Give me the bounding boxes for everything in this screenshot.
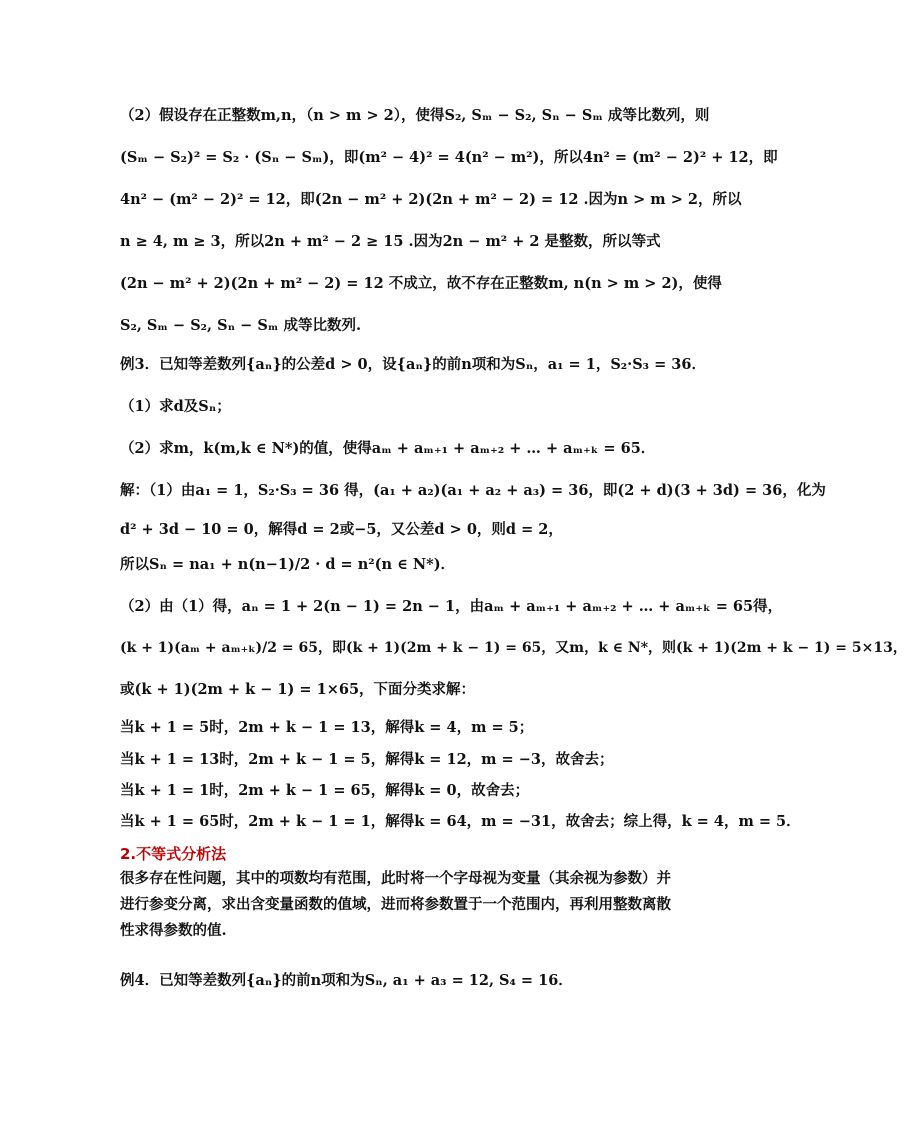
section-heading: 2.不等式分析法 [120,845,227,863]
solution-line-3: 所以Sₙ = na₁ + n(n−1)/2 · d = n²(n ∈ N*)． [120,556,456,573]
case-1: 当k + 1 = 5时，2m + k − 1 = 13，解得k = 4，m = 5； [120,719,534,736]
part2-line-6: S₂, Sₘ − S₂, Sₙ − Sₘ 成等比数列. [120,317,361,334]
case-2: 当k + 1 = 13时，2m + k − 1 = 5，解得k = 12，m = −3，故舍去； [120,751,614,768]
case-4: 当k + 1 = 65时，2m + k − 1 = 1，解得k = 64，m = −31，故舍去；综上得，k = 4，m = 5． [120,813,801,830]
part2-line-5: (2n − m² + 2)(2n + m² − 2) = 12 不成立，故不存在正整数m, n(n > m > 2)，使得 [120,275,722,292]
example-3-question-2: （2）求m，k(m,k ∈ N*)的值，使得aₘ + aₘ₊₁ + aₘ₊₂ + … + aₘ₊ₖ = 65． [120,440,656,457]
section-paragraph: 很多存在性问题，其中的项数均有范围，此时将一个字母视为变量（其余视为参数）并进行参变分离，求出含变量函数的值域，进而将参数置于一个范围内，再利用整数离散性求得参数的值. [120,870,671,939]
solution-line-6: 或(k + 1)(2m + k − 1) = 1×65，下面分类求解： [120,681,476,698]
case-3: 当k + 1 = 1时，2m + k − 1 = 65，解得k = 0，故舍去； [120,782,530,799]
example-4-title: 例4．已知等差数列{aₙ}的前n项和为Sₙ, a₁ + a₃ = 12, S₄ = 16． [120,972,573,989]
example-3-question-1: （1）求d及Sₙ； [120,398,231,415]
solution-line-2: d² + 3d − 10 = 0，解得d = 2或−5，又公差d > 0，则d = 2， [120,521,563,538]
part2-line-2: (Sₘ − S₂)² = S₂ · (Sₙ − Sₘ)，即(m² − 4)² = 4(n² − m²)，所以4n² = (m² − 2)² + 12，即 [120,149,778,166]
example-3-title: 例3．已知等差数列{aₙ}的公差d > 0，设{aₙ}的前n项和为Sₙ，a₁ = 1，S₂·S₃ = 36． [120,356,706,373]
part2-line-3: 4n² − (m² − 2)² = 12，即(2n − m² + 2)(2n + m² − 2) = 12 .因为n > m > 2，所以 [120,191,742,208]
solution-line-5: (k + 1)(aₘ + aₘ₊ₖ)/2 = 65，即(k + 1)(2m + k − 1) = 65，又m，k ∈ N*，则(k + 1)(2m + k − 1) = 5×13， [120,640,907,656]
solution-line-1: 解：（1）由a₁ = 1，S₂·S₃ = 36 得，(a₁ + a₂)(a₁ + a₂ + a₃) = 36，即(2 + d)(3 + 3d) = 36，化为 [120,482,826,499]
part2-line-1: （2）假设存在正整数m,n，（n > m > 2），使得S₂, Sₘ − S₂, Sₙ − Sₘ 成等比数列，则 [120,107,710,124]
part2-line-4: n ≥ 4, m ≥ 3，所以2n + m² − 2 ≥ 15 .因为2n − m² + 2 是整数，所以等式 [120,233,661,250]
solution-line-4: （2）由（1）得，aₙ = 1 + 2(n − 1) = 2n − 1，由aₘ + aₘ₊₁ + aₘ₊₂ + … + aₘ₊ₖ = 65得， [120,598,783,615]
